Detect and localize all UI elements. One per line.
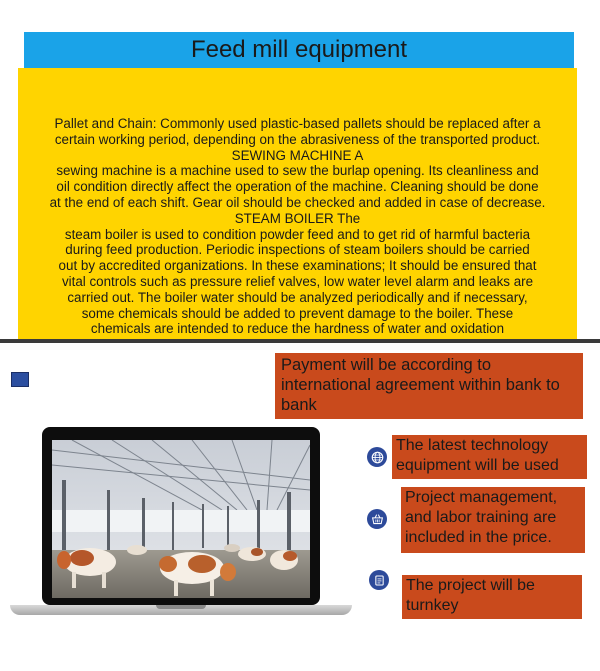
barn-photo — [52, 440, 310, 598]
feature-turnkey: The project will be turnkey — [402, 575, 582, 619]
description-line: oil condition directly affect the operation of the machine. Cleaning should be done — [56, 179, 539, 195]
payment-note: Payment will be according to international agreement within bank to bank — [275, 353, 583, 419]
description-line: Pallet and Chain: Commonly used plastic-based pallets should be replaced after a — [54, 116, 541, 131]
description-line: at the end of each shift. Gear oil should be checked and added in case of decrease. — [49, 194, 546, 210]
feature-technology: The latest technology equipment will be used — [392, 435, 587, 479]
title-bar — [24, 32, 574, 68]
laptop-notch — [156, 605, 206, 609]
page-title: Feed mill equipment — [190, 36, 408, 63]
description-line: during feed production. Periodic inspections of steam boilers should be carried — [65, 242, 530, 258]
laptop-image — [10, 427, 352, 619]
description-line: sewing machine is a machine used to sew the burlap opening. Its cleanliness and — [56, 163, 539, 179]
section-divider — [0, 339, 600, 343]
description-line: carried out. The boiler water should be analyzed periodically and if necessary, — [67, 289, 528, 305]
feature-management-training: Project management, and labor training are included in the price. — [401, 487, 585, 553]
description-line: chemicals are intended to reduce the hardness of water and oxidation — [90, 321, 505, 337]
description-line: out by accredited organizations. In these examinations; It should be ensured that — [58, 258, 537, 274]
description-line: certain working period, depending on the abrasiveness of the transported product. — [54, 131, 541, 147]
square-bullet-icon — [11, 372, 29, 387]
description-line: SEWING MACHINE A — [231, 147, 364, 163]
laptop-screen — [42, 427, 320, 605]
document-icon — [369, 570, 389, 590]
basket-icon — [367, 509, 387, 529]
description-line: steam boiler is used to condition powder feed and to get rid of harmful bacteria — [64, 226, 531, 242]
description-panel — [18, 68, 577, 340]
globe-icon — [367, 447, 387, 467]
description-line: STEAM BOILER The — [234, 210, 361, 226]
description-line: vital controls such as pressure relief valves, low water level alarm and leaks are — [61, 273, 534, 289]
description-line: some chemicals should be added to prevent damage to the boiler. These — [81, 305, 514, 321]
